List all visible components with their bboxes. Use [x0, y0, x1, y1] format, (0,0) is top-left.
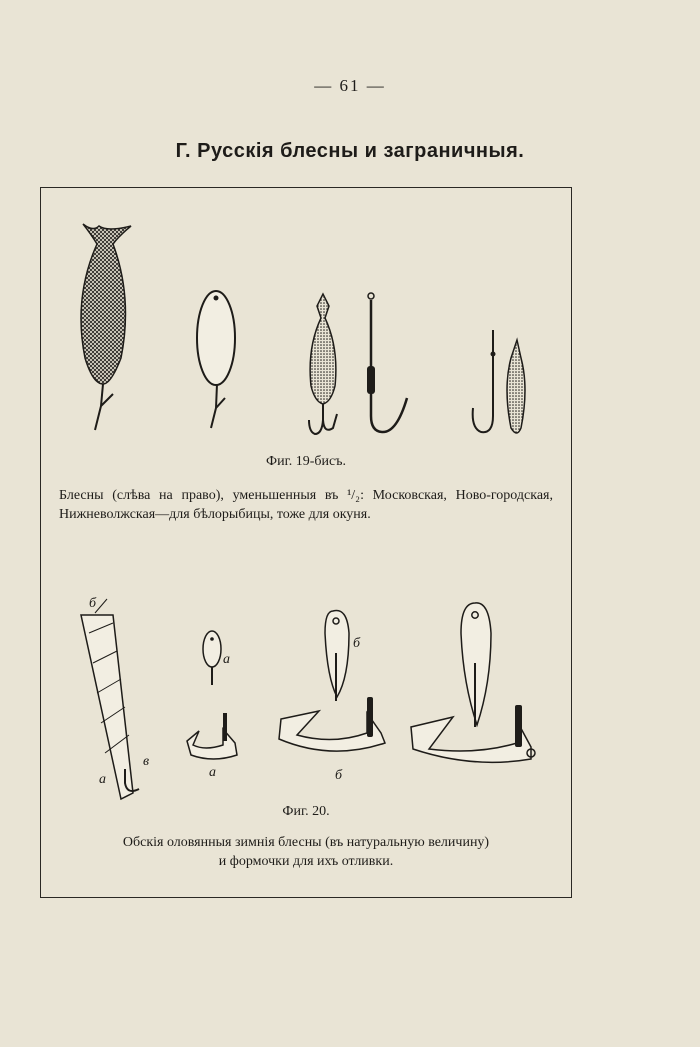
medium-lure [325, 610, 349, 701]
figure-frame [40, 187, 572, 898]
novgorod-lure [197, 291, 235, 428]
nizhnevolzhskaya-lure [309, 294, 337, 434]
large-lure [461, 603, 491, 727]
figure-20-title: Фиг. 20. [282, 804, 330, 819]
label-v-strip: в [143, 754, 150, 769]
label-b-medium-mould: б [335, 768, 343, 783]
small-lure [203, 631, 221, 685]
large-hook [367, 293, 407, 432]
page-number: — 61 — [314, 76, 386, 95]
figure-19bis-title: Фиг. 19-бисъ. [266, 454, 346, 469]
figure-20-caption-line2: и формочки для ихъ отливки. [218, 854, 394, 869]
section-heading: Г. Русскія блесны и заграничныя. [175, 140, 525, 162]
figure-20-illustration [41, 593, 571, 803]
label-a-small-mould: а [209, 765, 216, 780]
perch-hook [473, 330, 496, 432]
figure-20-caption-line1: Обскія оловянныя зимнія блесны (въ натуральную величину) [122, 835, 490, 850]
mould-strip [81, 599, 139, 799]
figure-19bis-illustration [41, 188, 571, 448]
label-b-medium-lure: б [353, 636, 361, 651]
label-a-strip: а [99, 772, 106, 787]
label-b-strip: б [89, 596, 97, 611]
label-a-small-lure: а [223, 652, 230, 667]
small-mould [187, 713, 237, 759]
medium-mould [279, 697, 385, 751]
figure-19bis-caption: Блесны (слѣва на право), уменьшенныя въ ¹/₂: Московская, Ново-городская, Нижневолжская—для бѣлорыбицы, тоже для окуня. [59, 488, 553, 522]
moscow-lure [81, 224, 131, 430]
perch-lure [507, 340, 525, 433]
